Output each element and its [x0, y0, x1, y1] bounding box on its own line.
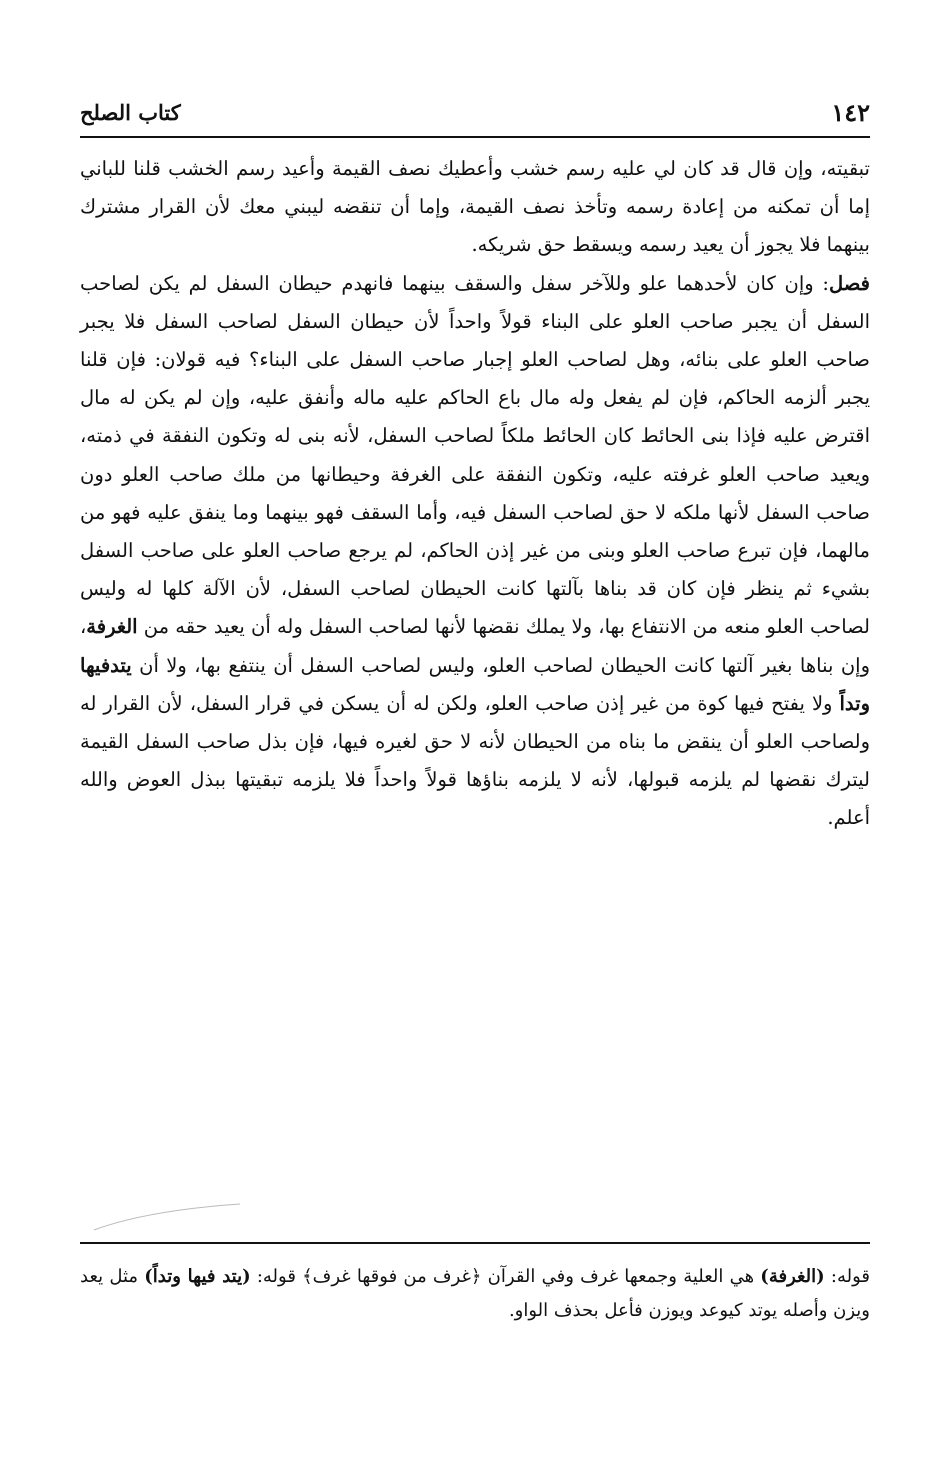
footnote-intro: قوله: — [824, 1266, 870, 1287]
footnote-rule — [80, 1242, 870, 1244]
page-number: ١٤٢ — [831, 98, 870, 127]
main-text — [80, 150, 870, 838]
paragraph-2-part-c: ولا يفتح فيها كوة من غير إذن صاحب العلو، ولكن له أن يسكن في قرار السفل، لأن القرار له ولصاحب العلو أن ينقض ما بناه من الحيطان لأنه لا حق لغيره فيها، فإن بذل صاحب السفل القيمة ليترك نقضها لم يلزمه قبولها، لأنه لا يلزمه بناؤها قولاً واحداً فلا يلزمه تبقيتها ببذل العوض والله أعلم. — [80, 691, 870, 830]
paragraph-2 — [80, 265, 870, 838]
footnote-term-1: (الغرفة) — [760, 1266, 825, 1287]
bold-term-yatid: يتدفيها وتداً — [80, 653, 870, 715]
footnote-text-2: مثل يعد ويزن وأصله يوتد كيوعد ويوزن فأعل بحذف الواو. — [80, 1266, 870, 1321]
paragraph-1: تبقيته، وإن قال قد كان لي عليه رسم خشب وأعطيك نصف القيمة وأعيد رسم الخشب قلنا للباني إما أن تمكنه من إعادة رسمه وتأخذ نصف القيمة، وإما أن تنقضه ليبني معك لأن القرار مشترك بينهما فلا يجوز أن يعيد رسمه ويسقط حق شريكه. — [80, 157, 870, 257]
paragraph-2-part-a: : وإن كان لأحدهما علو وللآخر سفل والسقف بينهما فانهدم حيطان السفل لم يكن لصاحب السفل أن يجبر صاحب العلو على البناء قولاً واحداً لأن حيطان السفل لصاحب السفل فلا يجبر صاحب العلو على بنائه، وهل لصاحب العلو إجبار صاحب السفل على البناء؟ فيه قولان: فإن قلنا يجبر ألزمه الحاكم، فإن لم يفعل وله مال باع الحاكم عليه ماله وأنفق عليه، وإن لم يكن له مال اقترض عليه فإذا بنى الحائط كان الحائط ملكاً لصاحب السفل، لأنه بنى له وتكون النفقة في ذمته، ويعيد صاحب العلو غرفته عليه، وتكون النفقة على الغرفة وحيطانها من ملك صاحب العلو دون صاحب السفل لأنها ملكه لا حق لصاحب السفل فيه، وأما السقف فهو بينهما وما ينفق عليه فهو من مالهما، فإن تبرع صاحب العلو وبنى من غير إذن الحاكم، لم يرجع صاحب العلو على صاحب السفل بشيء ثم ينظر فإن كان قد بناها بآلتها كانت الحيطان لصاحب السفل، لأن الآلة كلها له وليس لصاحب العلو منعه من الانتفاع بها، ولا يملك نقضها لأنها لصاحب السفل وله أن يعيد حقه من — [80, 271, 870, 639]
stray-pen-mark — [92, 1200, 242, 1234]
footnote-term-2: (يتد فيها وتداً) — [144, 1266, 251, 1287]
running-title: كتاب الصلح — [80, 100, 181, 125]
bold-term-ghurfa: الغرفة — [86, 615, 138, 639]
paragraph-2-part-b: ، وإن بناها بغير آلتها كانت الحيطان لصاحب العلو، وليس لصاحب السفل أن ينتفع بها، ولا أن — [80, 615, 870, 677]
header-rule — [80, 136, 870, 138]
section-lead: فصل — [829, 271, 870, 295]
footnote — [80, 1260, 870, 1328]
footnote-text-1: هي العلية وجمعها غرف وفي القرآن ﴿غرف من فوقها غرف﴾ قوله: — [250, 1266, 761, 1287]
page-header — [80, 98, 870, 132]
